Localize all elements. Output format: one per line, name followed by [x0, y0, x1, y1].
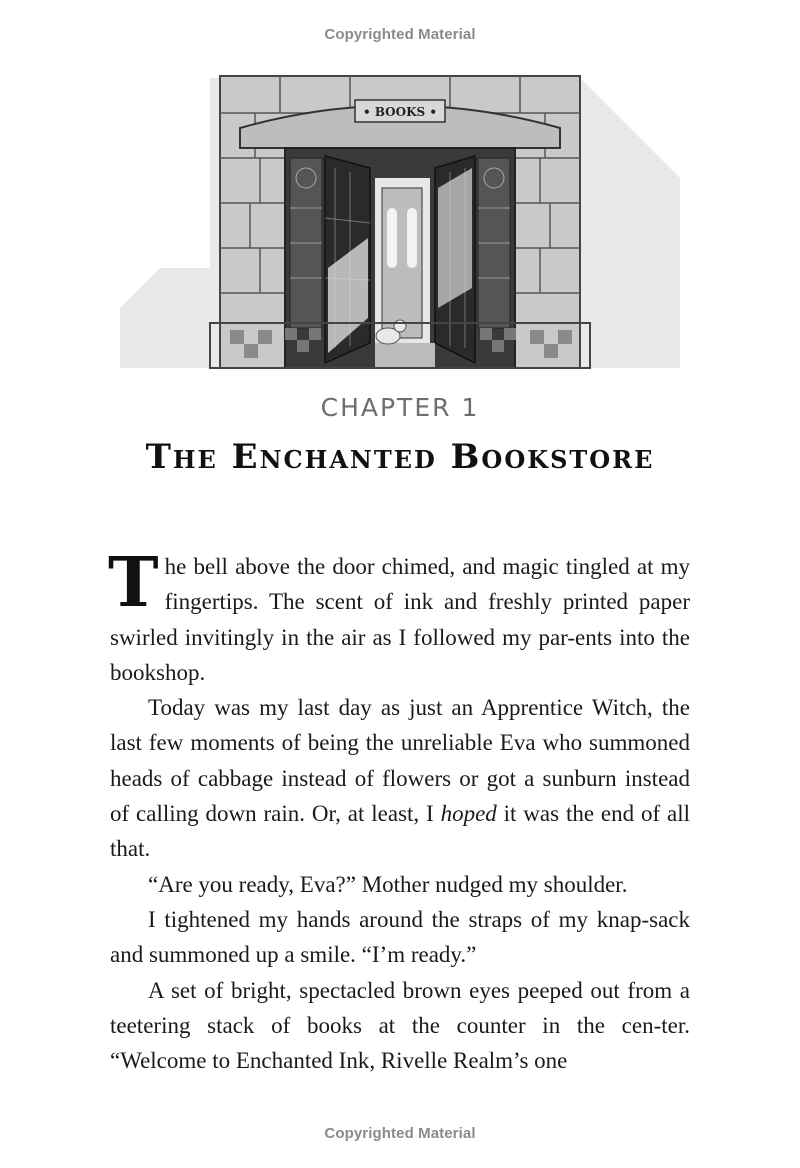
paragraph-1	[108, 543, 690, 690]
books-sign: • BOOKS •	[362, 105, 438, 119]
paragraph-1-text: he bell above the door chimed, and magic tingled at my fingertips. The scent of ink and freshly printed paper swirled invitingly in the air as I followed my par-ents into the bookshop.	[110, 554, 690, 685]
paragraph-4: I tightened my hands around the straps of my knap-sack and summoned up a smile. “I’m ready.”	[110, 906, 690, 968]
bookstore-door-illustration	[120, 68, 680, 373]
paragraph-5: A set of bright, spectacled brown eyes peeped out from a teetering stack of books at the counter in the cen-ter. “Welcome to Enchanted Ink, Rivelle Realm’s one	[110, 977, 690, 1074]
paragraph-2-text: Today was my last day as just an Apprentice Witch, the last few moments of being the unreliable Eva who summoned heads of cabbage instead of flowers or got a sunburn instead of calling down rain. Or, at least, I	[110, 695, 690, 827]
paragraph-3: “Are you ready, Eva?” Mother nudged my shoulder.	[148, 871, 628, 897]
body-text	[108, 543, 691, 1078]
chapter-number: CHAPTER 1	[320, 393, 480, 422]
paragraph-2-text-end: it was the end of all that.	[110, 801, 691, 862]
chapter-title: The Enchanted Bookstore	[145, 437, 655, 477]
watermark-top: Copyrighted Material	[324, 26, 476, 43]
drop-cap: T	[108, 543, 159, 623]
paragraph-2	[110, 690, 690, 866]
watermark-bottom: Copyrighted Material	[324, 1125, 476, 1142]
paragraph-2-emphasis: hoped	[440, 801, 497, 827]
